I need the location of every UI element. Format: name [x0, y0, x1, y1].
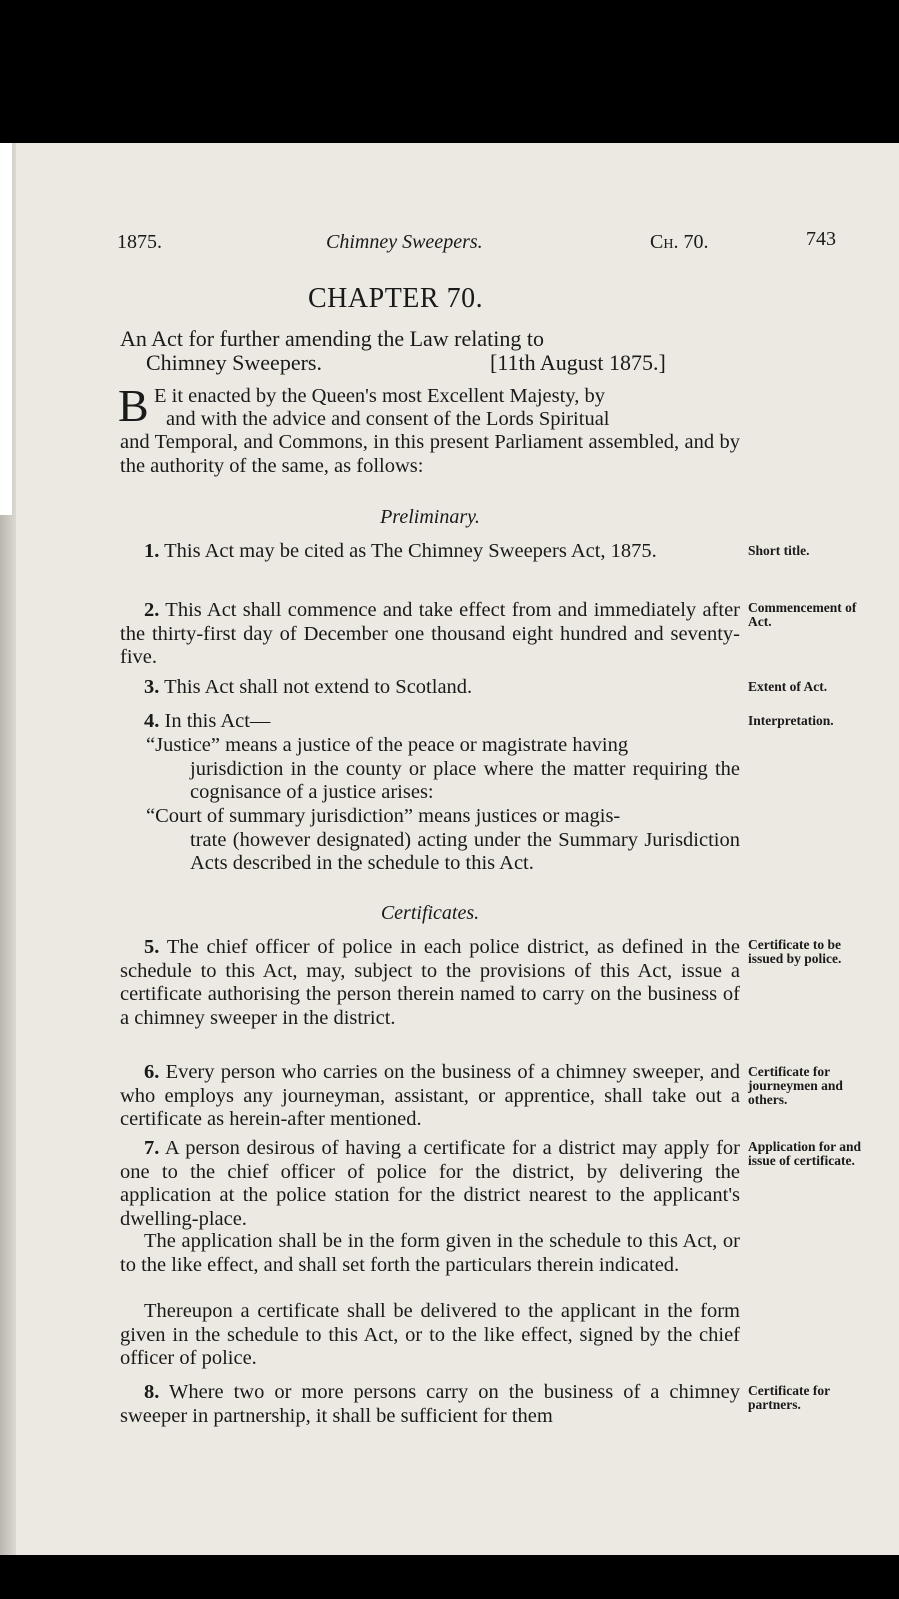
section-2 — [120, 599, 740, 670]
section-4-number: 4. — [144, 710, 160, 732]
section-7-paragraph-2: The application shall be in the form given in the schedule to this Act, or to the like effect, and shall set forth the particulars therein indicated. — [120, 1230, 740, 1276]
side-note-extent: Extent of Act. — [748, 679, 828, 694]
definition-court-label: “Court of summary jurisdiction” means justices or magis- — [146, 805, 621, 827]
heading-certificates: Certificates. — [380, 902, 480, 924]
section-6-number: 6. — [144, 1061, 160, 1083]
section-5 — [120, 936, 740, 1030]
long-title-line1: An Act for further amending the Law relating to — [120, 326, 544, 351]
header-year: 1875. — [117, 231, 162, 253]
header-title: Chimney Sweepers. — [326, 231, 483, 253]
section-4 — [120, 710, 740, 734]
section-7 — [120, 1137, 740, 1231]
chapter-heading: CHAPTER 70. — [308, 283, 484, 314]
section-3 — [120, 676, 740, 700]
section-7-paragraph-3: Thereupon a certificate shall be delivered to the applicant in the form given in the schedule to this Act, or to the like effect, signed by the chief officer of police. — [120, 1300, 740, 1369]
definition-court-rest: trate (however designated) acting under the Summary Jurisdiction Acts described in the schedule to this Act. — [190, 828, 740, 874]
definition-court — [146, 805, 740, 876]
side-note-interpretation: Interpretation. — [748, 713, 834, 728]
header-page-number: 743 — [806, 228, 836, 250]
section-1 — [120, 540, 740, 564]
section-8 — [120, 1381, 740, 1428]
document-page — [0, 143, 899, 1555]
section-2-text: This Act shall commence and take effect from and immediately after the thirty-first day of December one thousand eight hundred and seventy-five. — [120, 599, 740, 668]
side-note-commencement: Commencement of Act. — [748, 600, 857, 629]
long-title-line2: Chimney Sweepers. — [146, 350, 322, 375]
section-5-text: The chief officer of police in each police district, as defined in the schedule to this Act, may, subject to the provisions of this Act, issue a certificate authorising the person therein named to carry on the business of a chimney sweeper in the district. — [120, 936, 740, 1029]
section-3-text: This Act shall not extend to Scotland. — [164, 676, 473, 698]
section-8-text: Where two or more persons carry on the business of a chimney sweeper in partnership, it shall be sufficient for them — [120, 1381, 740, 1427]
white-edge-tab — [0, 143, 12, 515]
definition-justice-label: “Justice” means a justice of the peace or magistrate having — [146, 734, 629, 756]
section-7-number: 7. — [144, 1137, 160, 1159]
section-4-text: In this Act— — [164, 710, 271, 732]
side-note-application: Application for and issue of certificate. — [748, 1139, 862, 1168]
section-3-number: 3. — [144, 676, 160, 698]
section-6 — [120, 1061, 740, 1132]
side-note-certificate-police: Certificate to be issued by police. — [748, 937, 842, 966]
section-1-number: 1. — [144, 540, 160, 562]
heading-preliminary: Preliminary. — [380, 506, 480, 528]
side-note-short-title: Short title. — [748, 543, 810, 558]
side-note-journeymen: Certificate for journeymen and others. — [748, 1064, 843, 1107]
section-2-number: 2. — [144, 599, 160, 621]
header-chapter: Ch. 70. — [650, 231, 709, 253]
definition-justice-rest: jurisdiction in the county or place where the matter requiring the cognisance of a justice arises: — [190, 757, 740, 803]
side-note-partners: Certificate for partners. — [748, 1383, 830, 1412]
enacting-line2: and with the advice and consent of the Lords Spiritual — [166, 408, 610, 430]
section-1-text: This Act may be cited as The Chimney Sweepers Act, 1875. — [164, 540, 657, 562]
dropcap-letter: B — [118, 380, 149, 431]
section-6-text: Every person who carries on the business of a chimney sweeper, and who employs any journeyman, assistant, or apprentice, shall take out a certificate as herein-after mentioned. — [120, 1061, 740, 1130]
section-7-text: A person desirous of having a certificate for a district may apply for one to the chief officer of police for the district, by delivering the application at the police station for the district nearest to the applicant's dwelling-place. — [120, 1137, 740, 1230]
long-title-date: [11th August 1875.] — [490, 350, 666, 375]
section-8-number: 8. — [144, 1381, 160, 1403]
enacting-line1: E it enacted by the Queen's most Excellent Majesty, by — [154, 385, 605, 407]
section-5-number: 5. — [144, 936, 160, 958]
enacting-rest: and Temporal, and Commons, in this present Parliament assembled, and by the authority of the same, as follows: — [120, 431, 740, 477]
definition-justice — [146, 734, 740, 805]
